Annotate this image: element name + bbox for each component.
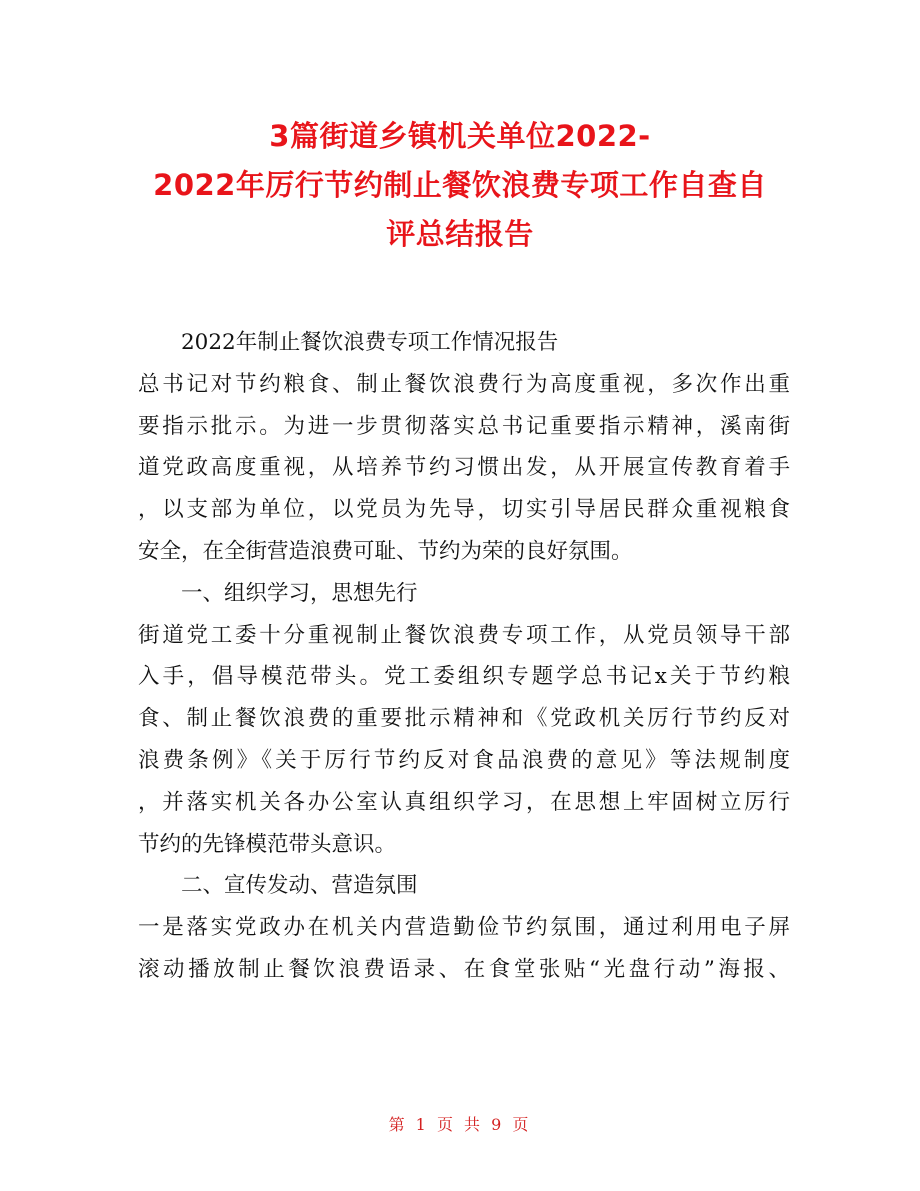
paragraph-line: 安全，在全街营造浪费可耻、节约为荣的良好氛围。 <box>138 538 633 564</box>
paragraph-line: ，以支部为单位，以党员为先导，切实引导居民群众重视粮食 <box>138 497 790 523</box>
section-heading-2: 二、宣传发动、营造氛围 <box>181 873 418 899</box>
paragraph-line: 总书记对节约粮食、制止餐饮浪费行为高度重视，多次作出重 <box>138 371 790 397</box>
title-line-3: 评总结报告 <box>386 217 534 251</box>
paragraph-line: 入手，倡导模范带头。党工委组织专题学总书记x关于节约粮 <box>138 664 790 690</box>
report-subtitle: 2022年制止餐饮浪费专项工作情况报告 <box>181 330 559 355</box>
paragraph-line: 滚动播放制止餐饮浪费语录、在食堂张贴“光盘行动”海报、 <box>138 956 790 982</box>
document-body <box>138 322 790 991</box>
page-number: 第 1 页 共 9 页 <box>388 1115 532 1134</box>
paragraph-line: 道党政高度重视，从培养节约习惯出发，从开展宣传教育着手 <box>138 455 790 481</box>
document-title <box>120 112 800 259</box>
paragraph-line: 节约的先锋模范带头意识。 <box>138 831 397 857</box>
paragraph-line: 街道党工委十分重视制止餐饮浪费专项工作，从党员领导干部 <box>138 622 790 648</box>
paragraph-line: 浪费条例》《关于厉行节约反对食品浪费的意见》等法规制度 <box>138 747 790 773</box>
title-line-1: 3篇街道乡镇机关单位2022- <box>269 119 651 153</box>
paragraph-line: 一是落实党政办在机关内营造勤俭节约氛围，通过利用电子屏 <box>138 915 790 941</box>
title-line-2: 2022年厉行节约制止餐饮浪费专项工作自查自 <box>153 168 767 202</box>
paragraph-line: 食、制止餐饮浪费的重要批示精神和《党政机关厉行节约反对 <box>138 706 790 732</box>
section-heading-1: 一、组织学习，思想先行 <box>181 580 418 606</box>
paragraph-line: 要指示批示。为进一步贯彻落实总书记重要指示精神，溪南街 <box>138 413 790 439</box>
paragraph-line: ，并落实机关各办公室认真组织学习，在思想上牢固树立厉行 <box>138 789 790 815</box>
